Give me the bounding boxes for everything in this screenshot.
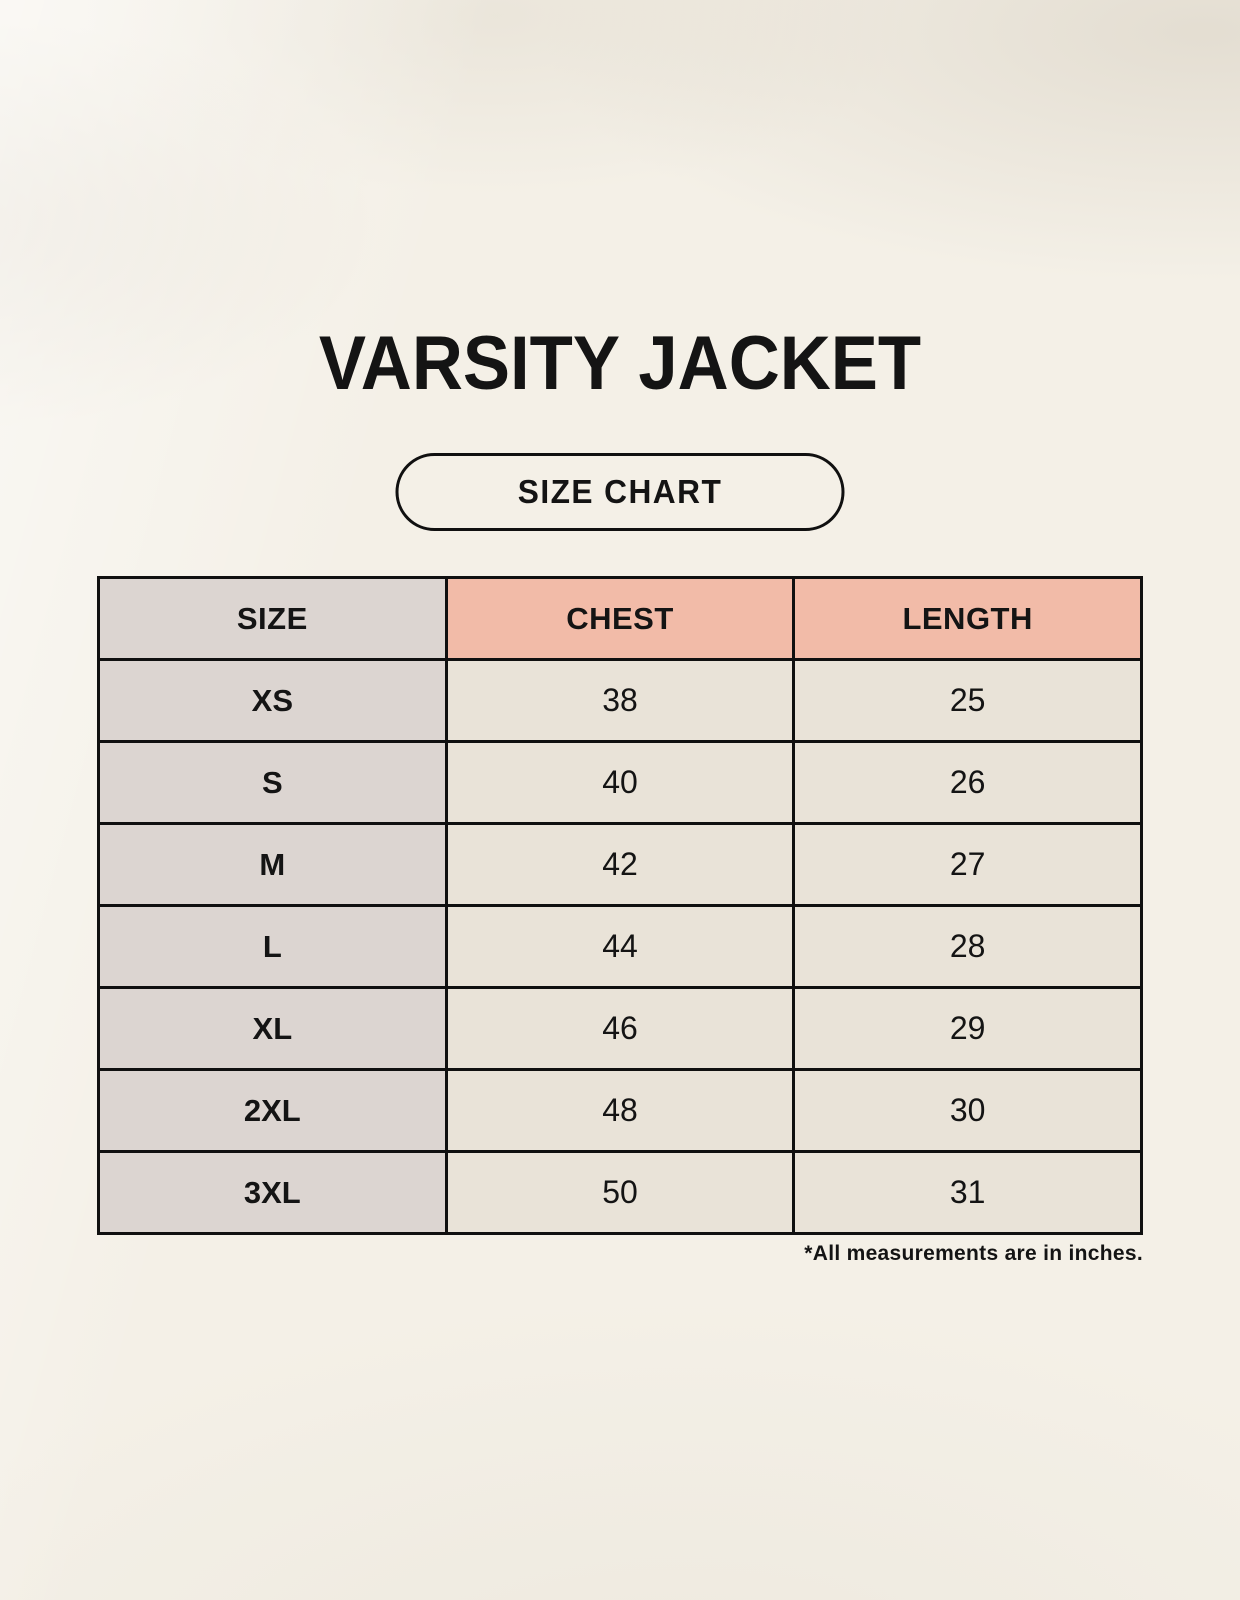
length-value-cell: 28 [794,906,1142,988]
length-value-cell: 26 [794,742,1142,824]
chest-value-cell: 40 [446,742,794,824]
table-row [99,660,1142,742]
chest-value-cell: 48 [446,1070,794,1152]
table-row [99,988,1142,1070]
page-title: VARSITY JACKET [318,321,922,406]
size-label-cell: M [99,824,447,906]
length-value-cell: 29 [794,988,1142,1070]
column-header-chest: CHEST [446,578,794,660]
measurement-note: *All measurements are in inches. [804,1242,1143,1265]
table-row [99,906,1142,988]
chest-value-cell: 50 [446,1152,794,1234]
chest-value-cell: 46 [446,988,794,1070]
table-row [99,1152,1142,1234]
chest-value-cell: 44 [446,906,794,988]
length-value-cell: 25 [794,660,1142,742]
size-table-body [99,660,1142,1234]
size-chart-badge-label: SIZE CHART [517,473,723,510]
size-label-cell: XL [99,988,447,1070]
length-value-cell: 30 [794,1070,1142,1152]
chest-value-cell: 38 [446,660,794,742]
chest-value-cell: 42 [446,824,794,906]
column-header-size: SIZE [99,578,447,660]
size-label-cell: L [99,906,447,988]
length-value-cell: 31 [794,1152,1142,1234]
table-row [99,824,1142,906]
length-value-cell: 27 [794,824,1142,906]
size-label-cell: S [99,742,447,824]
table-row [99,742,1142,824]
column-header-length: LENGTH [794,578,1142,660]
size-chart-badge [396,453,845,531]
table-row [99,1070,1142,1152]
size-label-cell: 2XL [99,1070,447,1152]
size-label-cell: 3XL [99,1152,447,1234]
size-table [97,576,1143,1235]
table-header-row [99,578,1142,660]
size-label-cell: XS [99,660,447,742]
